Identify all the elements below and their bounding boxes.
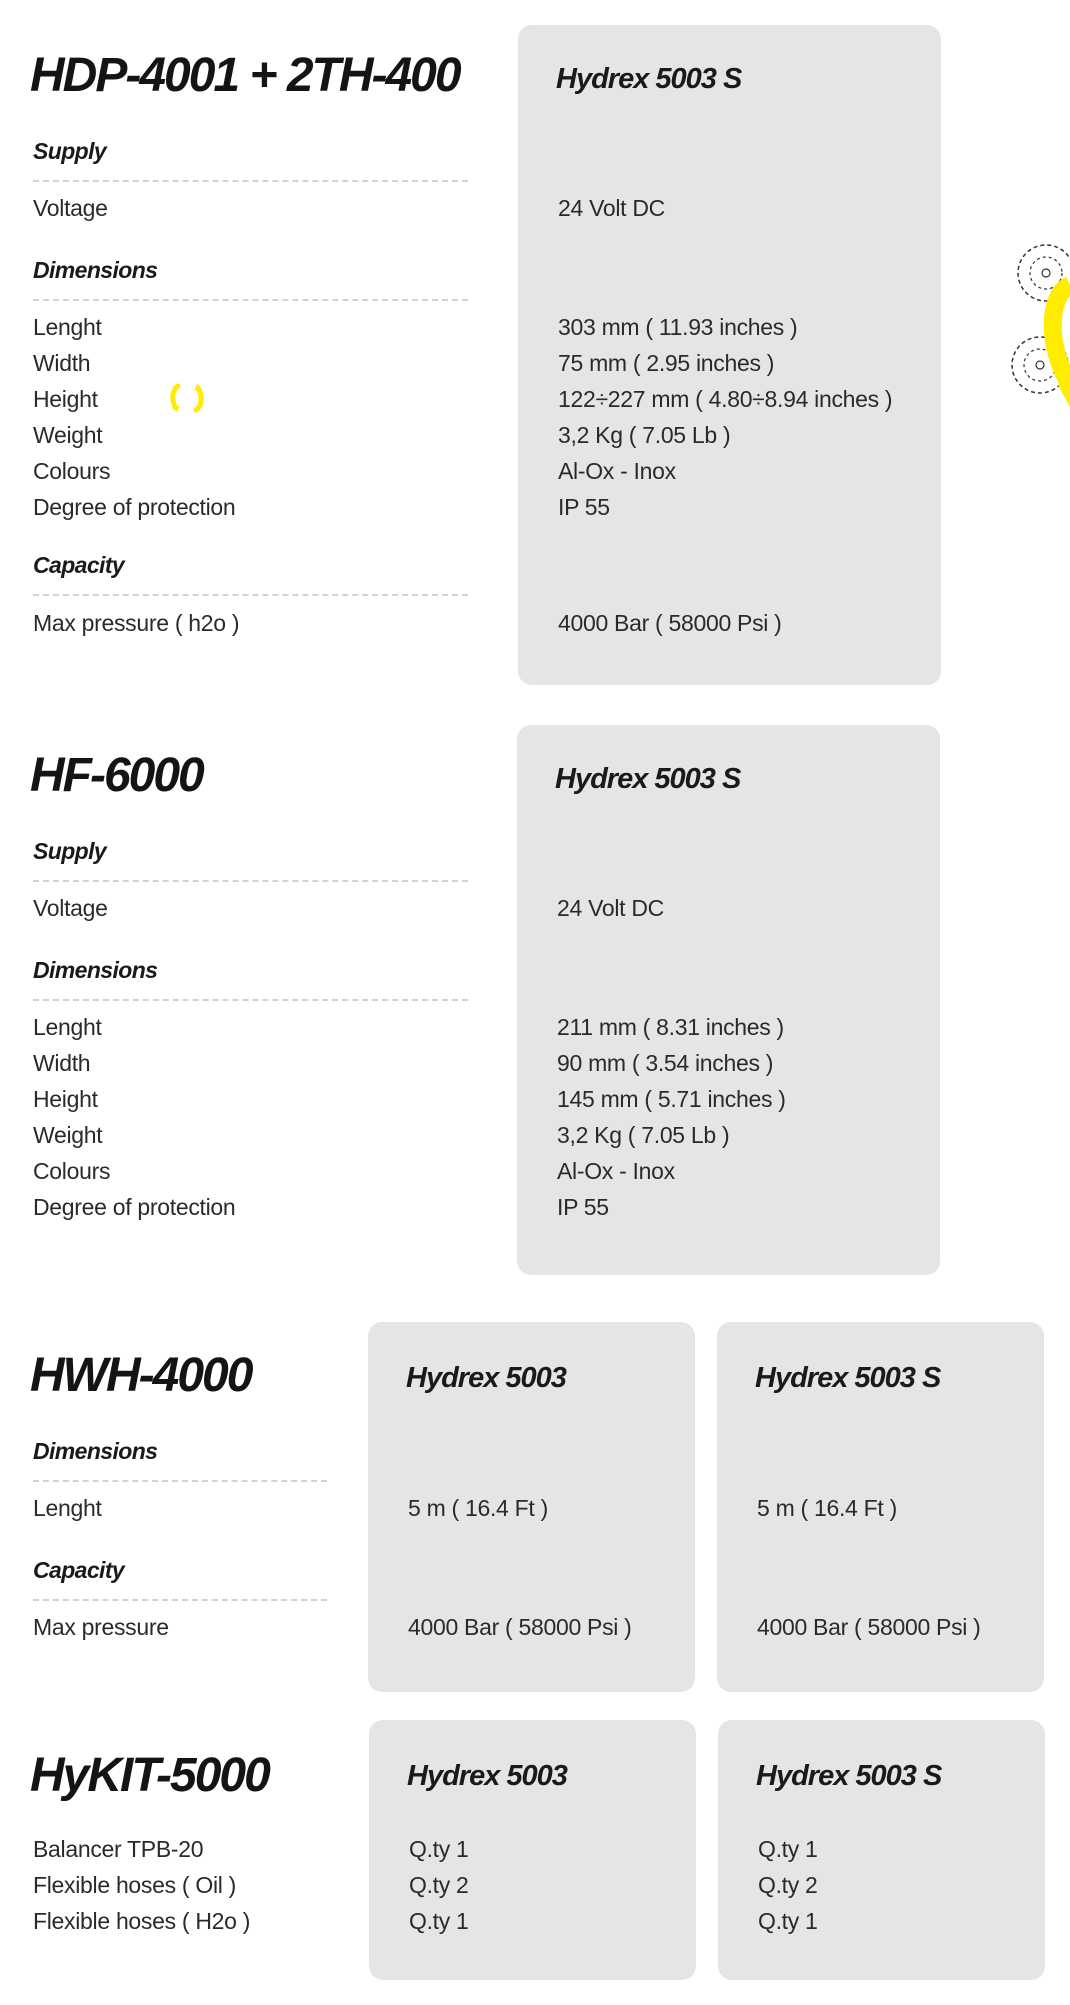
spec-value: 3,2 Kg ( 7.05 Lb ): [558, 422, 731, 448]
spec-label: Voltage: [33, 895, 108, 921]
spec-value: 24 Volt DC: [558, 195, 665, 221]
spec-panel: [517, 725, 940, 1275]
rotate-arrows-icon: [168, 380, 208, 416]
device-illustration: [1010, 235, 1070, 415]
panel-title: Hydrex 5003 S: [555, 763, 741, 795]
spec-value: 3,2 Kg ( 7.05 Lb ): [557, 1122, 730, 1148]
spec-label: Colours: [33, 458, 111, 484]
kit-panel: [369, 1720, 696, 1980]
kit-quantity: Q.ty 1: [409, 1908, 469, 1934]
product-title: HF-6000: [30, 749, 203, 802]
group-label-dimensions: Dimensions: [33, 957, 158, 983]
spec-value: Al-Ox - Inox: [558, 458, 676, 484]
spec-label: Lenght: [33, 314, 102, 340]
spec-label: Colours: [33, 1158, 111, 1184]
kit-item-label: Flexible hoses ( H2o ): [33, 1908, 251, 1934]
spec-label: Width: [33, 350, 91, 376]
spec-value: 4000 Bar ( 58000 Psi ): [408, 1614, 632, 1640]
spec-value: 4000 Bar ( 58000 Psi ): [558, 610, 782, 636]
spec-panel: [518, 25, 941, 685]
spec-value: 4000 Bar ( 58000 Psi ): [757, 1614, 981, 1640]
panel-title: Hydrex 5003 S: [556, 63, 742, 95]
product-title: HyKIT-5000: [30, 1749, 269, 1802]
divider: [33, 880, 468, 882]
spec-label: Height: [33, 1086, 98, 1112]
spec-value: 145 mm ( 5.71 inches ): [557, 1086, 786, 1112]
kit-quantity: Q.ty 1: [409, 1836, 469, 1862]
section-hdp-4001: [0, 0, 1070, 700]
group-label-supply: Supply: [33, 838, 107, 864]
spec-value: 211 mm ( 8.31 inches ): [557, 1014, 784, 1040]
section-hf-6000: [0, 700, 1070, 1300]
divider: [33, 594, 468, 596]
group-label-capacity: Capacity: [33, 552, 125, 578]
spec-label: Voltage: [33, 195, 108, 221]
group-label-dimensions: Dimensions: [33, 257, 158, 283]
spec-label: Height: [33, 386, 98, 412]
kit-panel: [718, 1720, 1045, 1980]
spec-value: 303 mm ( 11.93 inches ): [558, 314, 798, 340]
kit-quantity: Q.ty 1: [758, 1908, 818, 1934]
product-title: HDP-4001 + 2TH-400: [30, 49, 460, 102]
section-hwh-4000: [0, 1300, 1070, 1700]
section-hykit-5000: [0, 1700, 1070, 2005]
spec-value: 75 mm ( 2.95 inches ): [558, 350, 775, 376]
divider: [33, 1480, 327, 1482]
spec-label: Degree of protection: [33, 1194, 236, 1220]
spec-value: IP 55: [557, 1194, 609, 1220]
spec-label: Max pressure: [33, 1614, 169, 1640]
divider: [33, 1599, 327, 1601]
kit-quantity: Q.ty 2: [409, 1872, 469, 1898]
spec-value: Al-Ox - Inox: [557, 1158, 675, 1184]
panel-title: Hydrex 5003: [407, 1760, 567, 1792]
group-label-supply: Supply: [33, 138, 107, 164]
spec-value: 90 mm ( 3.54 inches ): [557, 1050, 774, 1076]
spec-label: Max pressure ( h2o ): [33, 610, 240, 636]
divider: [33, 299, 468, 301]
kit-item-label: Balancer TPB-20: [33, 1836, 204, 1862]
panel-title: Hydrex 5003: [406, 1362, 566, 1394]
panel-title: Hydrex 5003 S: [756, 1760, 942, 1792]
spec-label: Degree of protection: [33, 494, 236, 520]
kit-quantity: Q.ty 1: [758, 1836, 818, 1862]
spec-label: Lenght: [33, 1495, 102, 1521]
panel-title: Hydrex 5003 S: [755, 1362, 941, 1394]
spec-value: 5 m ( 16.4 Ft ): [757, 1495, 897, 1521]
divider: [33, 999, 468, 1001]
spec-label: Weight: [33, 422, 103, 448]
spec-value: 122÷227 mm ( 4.80÷8.94 inches ): [558, 386, 893, 412]
group-label-capacity: Capacity: [33, 1557, 125, 1583]
spec-value: 24 Volt DC: [557, 895, 664, 921]
spec-label: Lenght: [33, 1014, 102, 1040]
spec-label: Width: [33, 1050, 91, 1076]
spec-value: 5 m ( 16.4 Ft ): [408, 1495, 548, 1521]
kit-quantity: Q.ty 2: [758, 1872, 818, 1898]
kit-item-label: Flexible hoses ( Oil ): [33, 1872, 237, 1898]
spec-panel: [368, 1322, 695, 1692]
divider: [33, 180, 468, 182]
product-title: HWH-4000: [30, 1349, 252, 1402]
spec-value: IP 55: [558, 494, 610, 520]
spec-label: Weight: [33, 1122, 103, 1148]
spec-panel: [717, 1322, 1044, 1692]
group-label-dimensions: Dimensions: [33, 1438, 158, 1464]
